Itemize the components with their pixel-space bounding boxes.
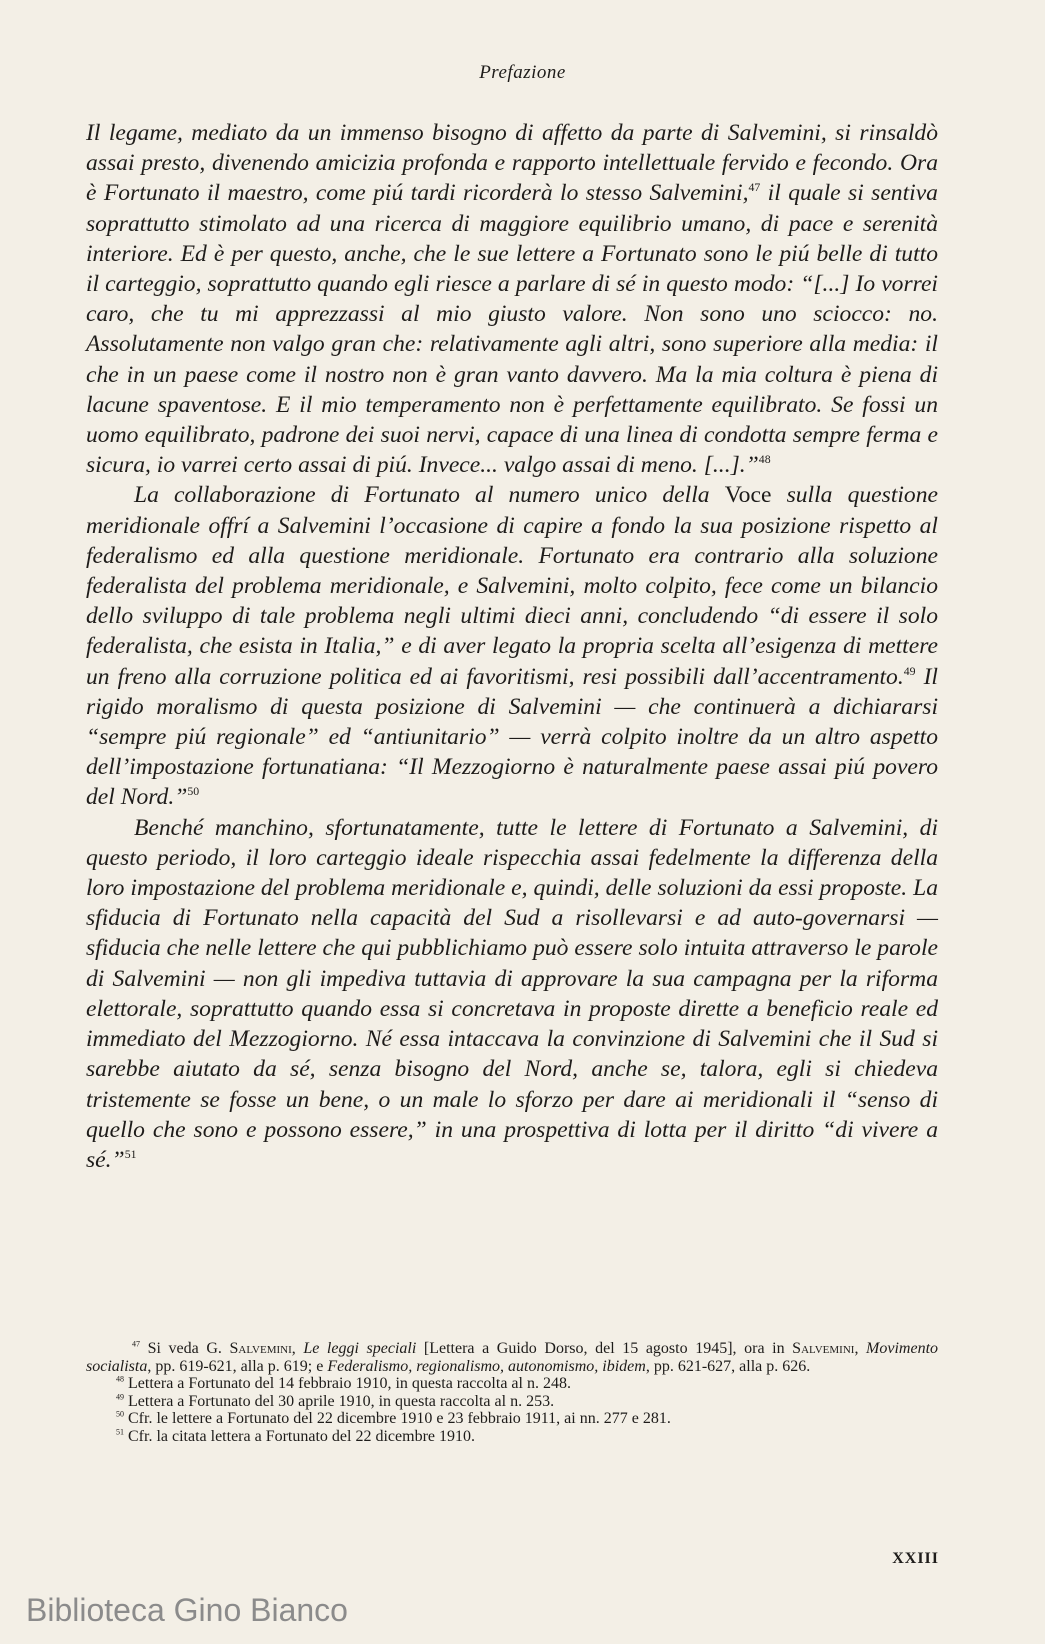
footnote-48: $^{48}$ Lettera a Fortunato del 14 febbraio 1910, in questa raccolta al n. 248. [116,1374,571,1392]
paragraph-1: Il legame, mediato da un immenso bisogno di affetto da parte di Salvemini, si rinsaldò assai presto, divenendo amicizia profonda e rapporto intellettuale fervido e fecondo. Ora è Fortunato il maestro, come piú tardi ricorderà lo stesso Salvemini,$^{47}$ il quale si sentiva soprattutto stimolato ad una ricerca di maggiore equilibrio umano, di pace e serenità interiore. Ed è per questo, anche, che le sue lettere a Fortunato sono le piú belle di tutto il carteggio, soprattutto quando egli riesce a parlare di sé in questo modo: “[...] Io vorrei caro, che tu mi apprezzassi al mio giusto valore. Non sono uno sciocco: no. Assolutamente non valgo gran che: relativamente agli altri, sono superiore alla media: il che in un paese come il nostro non è gran vanto davvero. Ma la mia coltura è piena di lacune spaventose. E il mio temperamento non è perfettamente equilibrato. Se fossi un uomo equilibrato, padrone dei suoi nervi, capace di una linea di condotta sempre ferma e sicura, io varrei certo assai di piú. Invece... valgo assai di meno. [...].”$^{48}$ [86,120,938,479]
main-text [86,118,938,1175]
footnotes [86,1340,938,1445]
running-head: Prefazione [479,62,566,83]
footnote-ref-48: 48 [758,452,771,467]
journal-title-voce: Voce [724,482,772,509]
paragraph-2: La collaborazione di Fortunato al numero unico della Voce sulla questione meridionale offrí a Salvemini l’occasione di capire a fondo la sua posizione rispetto al federalismo ed alla questione meridionale. Fortunato era contrario alla soluzione federalista del problema meridionale, e Salvemini, molto colpito, fece come un bilancio dello sviluppo di tale problema negli ultimi dieci anni, concludendo “di essere il solo federalista, che esista in Italia,” e di aver legato la propria scelta all’esigenza di mettere un freno alla corruzione politica ed ai favoritismi, resi possibili dall’accentramento.$^{49}$ Il rigido moralismo di questa posizione di Salvemini — che continuerà a dichiararsi “sempre piú regionale” ed “antiunitario” — verrà colpito inoltre da un altro aspetto dell’impostazione fortunatiana: “Il Mezzogiorno è naturalmente paese assai piú povero del Nord.”$^{50}$ [86,482,938,811]
library-watermark: Biblioteca Gino Bianco [26,1592,348,1628]
page-number: XXIII [892,1550,939,1567]
footnote-ref-47: 47 [748,180,761,195]
paragraph-3: Benché manchino, sfortunatamente, tutte le lettere di Fortunato a Salvemini, di questo periodo, il loro carteggio ideale rispecchia assai fedelmente la differenza della loro impostazione del problema meridionale e, quindi, delle soluzioni da essi proposte. La sfiducia di Fortunato nella capacità del Sud a risollevarsi e ad auto-governarsi — sfiducia che nelle lettere che qui pubblichiamo può essere solo intuita attraverso le parole di Salvemini — non gli impediva tuttavia di approvare la sua campagna per la riforma elettorale, soprattutto quando essa si concretava in proposte dirette a beneficio reale ed immediato del Mezzogiorno. Né essa intaccava la convinzione di Salvemini che il Sud si sarebbe aiutato da sé, senza bisogno del Nord, anche se, talora, egli si chiedeva tristemente se fosse un bene, o un male lo sforzo per dare ai meridionali il “senso di quello che sono e possono essere,” in una prospettiva di lotta per il diritto “di vivere a sé.”$^{51}$ [86,814,938,1173]
footnote-51: $^{51}$ Cfr. la citata lettera a Fortunato del 22 dicembre 1910. [116,1427,475,1445]
footnote-ref-49: 49 [903,663,916,678]
footnote-50: $^{50}$ Cfr. le lettere a Fortunato del 22 dicembre 1910 e 23 febbraio 1911, ai nn. 277 e 281. [116,1409,671,1427]
footnote-49: $^{49}$ Lettera a Fortunato del 30 aprile 1910, in questa raccolta al n. 253. [116,1392,555,1410]
footnote-ref-50: 50 [187,784,200,799]
footnote-47: $^{47}$ Si veda G. Salvemini, Le leggi speciali [Lettera a Guido Dorso, del 15 agosto 1945], ora in Salvemini, Movimento socialista, pp. 619-621, alla p. 619; e Federalismo, regionalismo, autonomismo, ibidem, pp. 621-627, alla p. 626. [86,1339,939,1375]
footnote-ref-51: 51 [124,1147,137,1162]
